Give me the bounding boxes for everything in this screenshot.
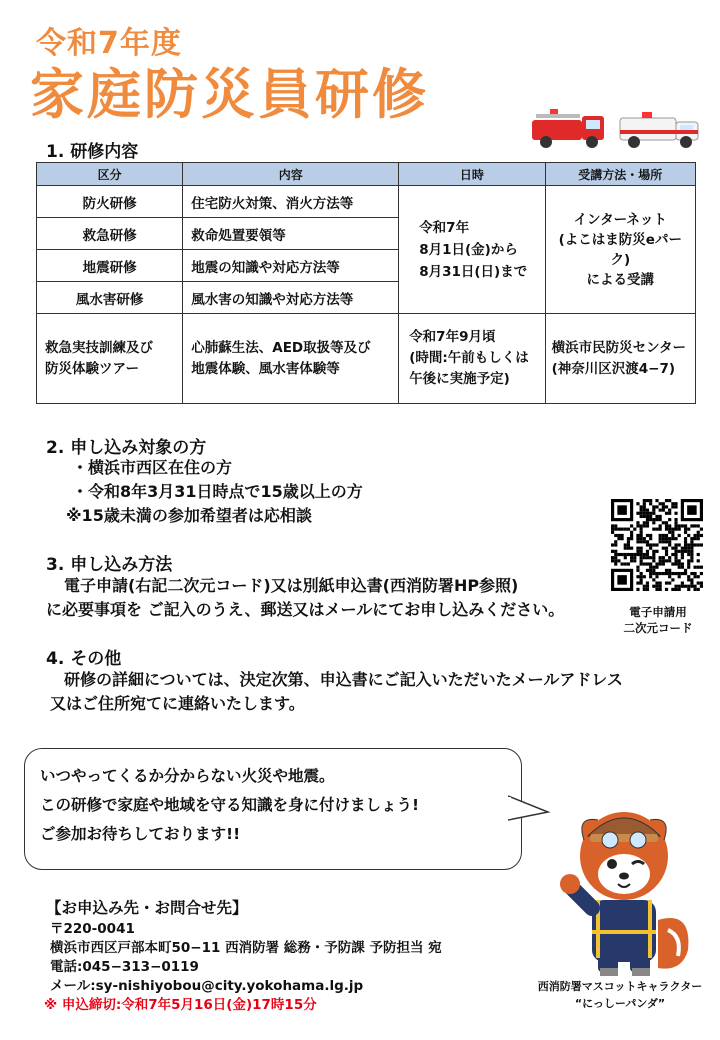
date-line: 8月1日(金)から — [419, 241, 518, 258]
mascot-caption-line: “にっしーパンダ” — [574, 997, 666, 1010]
kubun-cell: 救急研修 — [37, 218, 183, 250]
date-line: 午後に実施予定) — [409, 371, 510, 387]
date-line: (時間:午前もしくは — [409, 350, 529, 366]
online-place-cell — [545, 186, 695, 314]
practical-kubun-cell — [37, 314, 183, 404]
tel: 電話:045−313−0119 — [50, 959, 199, 975]
contact-block — [44, 920, 442, 1015]
date-line: 令和7年9月頃 — [409, 329, 496, 345]
practical-place-cell — [545, 314, 695, 404]
place-line: 横浜市民防災センター — [551, 339, 687, 356]
section4-line: 又はご住所宛てに連絡いたします。 — [50, 694, 305, 713]
qr-code-icon[interactable] — [611, 499, 703, 591]
naiyou-line: 地震体験、風水害体験等 — [191, 360, 340, 377]
place-line: (神奈川区沢渡4−7) — [551, 360, 676, 377]
naiyou-cell: 地震の知識や対応方法等 — [183, 250, 399, 282]
table-row — [37, 186, 696, 218]
section2-line: ・令和8年3月31日時点で15歳以上の方 — [72, 482, 363, 501]
column-header: 受講方法・場所 — [545, 163, 695, 186]
bubble-line: いつやってくるか分からない火災や地震。 — [40, 767, 335, 785]
section4-heading: 4. その他 — [46, 649, 122, 669]
fire-truck-icon — [532, 109, 604, 148]
column-header: 日時 — [399, 163, 545, 186]
kubun-cell: 地震研修 — [37, 250, 183, 282]
column-header: 区分 — [37, 163, 183, 186]
main-title: 家庭防災員研修 — [30, 63, 429, 126]
kubun-line: 防災体験ツアー — [45, 360, 140, 377]
table-row — [37, 314, 696, 404]
practical-date-cell — [399, 314, 545, 404]
place-line: (よこはま防災eパーク) — [558, 231, 682, 268]
mascot-caption — [532, 978, 708, 1012]
mascot-caption-line: 西消防署マスコットキャラクター — [537, 980, 703, 993]
section3-line: 電子申請(右記二次元コード)又は別紙申込書(西消防署HP参照) — [64, 576, 519, 595]
bubble-line: ご参加お待ちしております!! — [40, 825, 241, 843]
address: 横浜市西区戸部本町50−11 西消防署 総務・予防課 予防担当 宛 — [50, 940, 442, 956]
date-line: 令和7年 — [419, 219, 470, 236]
bubble-text — [40, 762, 419, 849]
date-line: 8月31日(日)まで — [419, 263, 528, 280]
qr-caption — [618, 604, 698, 636]
section2-heading: 2. 申し込み対象の方 — [46, 438, 207, 458]
contact-heading: 【お申込み先・お問合せ先】 — [46, 899, 248, 917]
table-header-row — [37, 163, 696, 186]
column-header: 内容 — [183, 163, 399, 186]
place-line: による受講 — [586, 271, 655, 288]
deadline-note: ※ 申込締切:令和7年5月16日(金)17時15分 — [44, 997, 317, 1013]
naiyou-line: 心肺蘇生法、AED取扱等及び — [191, 339, 371, 356]
qr-caption-line: 電子申請用 — [629, 605, 687, 619]
practical-naiyou-cell — [183, 314, 399, 404]
section4-line: 研修の詳細については、決定次第、申込書にご記入いただいたメールアドレス — [64, 670, 623, 689]
bubble-line: この研修で家庭や地域を守る知識を身に付けましょう! — [40, 796, 420, 814]
vehicles-illustration — [530, 104, 702, 152]
kubun-cell: 防火研修 — [37, 186, 183, 218]
section2-line: ・横浜市西区在住の方 — [72, 458, 233, 477]
kubun-line: 救急実技訓練及び — [45, 339, 153, 356]
section2-line: ※15歳未満の参加希望者は応相談 — [66, 506, 312, 525]
kubun-cell: 風水害研修 — [37, 282, 183, 314]
year-title: 令和7年度 — [36, 26, 182, 61]
section3-line: に必要事項を ご記入のうえ、郵送又はメールにてお申し込みください。 — [46, 600, 565, 619]
ambulance-icon — [620, 112, 698, 148]
section1-heading: 1. 研修内容 — [46, 142, 139, 162]
email-link[interactable]: メール:sy-nishiyobou@city.yokohama.lg.jp — [50, 978, 364, 994]
postal-code: 〒220-0041 — [50, 921, 135, 937]
red-panda-mascot-icon — [540, 780, 700, 980]
section3-heading: 3. 申し込み方法 — [46, 555, 173, 575]
naiyou-cell: 救命処置要領等 — [183, 218, 399, 250]
qr-caption-line: 二次元コード — [623, 621, 693, 635]
schedule-table — [36, 162, 696, 404]
online-date-cell — [399, 186, 545, 314]
naiyou-cell: 風水害の知識や対応方法等 — [183, 282, 399, 314]
place-line: インターネット — [573, 211, 667, 228]
naiyou-cell: 住宅防火対策、消火方法等 — [183, 186, 399, 218]
